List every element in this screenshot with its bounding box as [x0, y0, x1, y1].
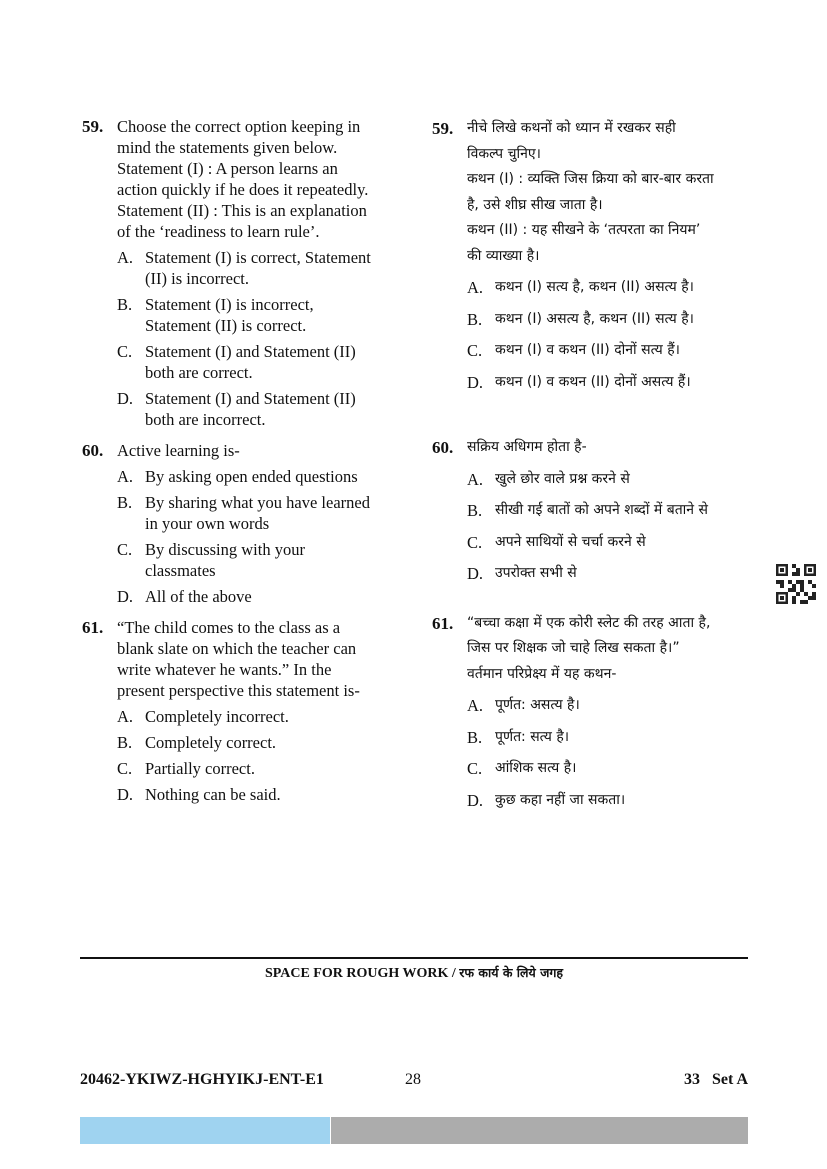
divider	[80, 957, 748, 959]
question-number: 61.	[432, 613, 454, 633]
question-number: 59.	[82, 117, 104, 136]
question-61-hi	[432, 611, 752, 814]
option-a: A. Completely incorrect.	[117, 707, 289, 726]
question-stem: “बच्चा कक्षा में एक कोरी स्लेट की तरह आता है, जिस पर शिक्षक जो चाहे लिख सकता है।” वर्तमान परिप्रेक्ष्य में यह कथन-	[467, 614, 711, 682]
option-c: C. कथन (I) व कथन (II) दोनों सत्य हैं।	[467, 341, 680, 360]
option-b: B. कथन (I) असत्य है, कथन (II) सत्य है।	[467, 309, 694, 329]
question-59-en	[82, 116, 402, 430]
hindi-column	[432, 116, 752, 813]
question-stem: Choose the correct option keeping in mind the statements given below. Statement (I) : A person learns an action quickly if he does it repeatedly. Statement (II) : This is an explanation of the ‘readiness to learn rule’.	[117, 117, 369, 241]
option-a: A. कथन (I) सत्य है, कथन (II) असत्य है।	[467, 278, 694, 297]
footer-bar-left	[80, 1117, 330, 1144]
set-label: 33 Set A	[684, 1071, 748, 1088]
option-c: C. By discussing with your classmates	[117, 540, 305, 580]
option-d: D. Nothing can be said.	[117, 785, 281, 804]
option-b: B. By sharing what you have learned in your own words	[117, 493, 370, 533]
option-b: B. पूर्णत: सत्य है।	[467, 727, 570, 747]
option-a: A. पूर्णत: असत्य है।	[467, 696, 580, 715]
option-c: C. Statement (I) and Statement (II) both are correct.	[117, 342, 356, 382]
question-stem: सक्रिय अधिगम होता है-	[467, 439, 587, 455]
question-number: 60.	[82, 441, 104, 460]
option-d: D. Statement (I) and Statement (II) both are incorrect.	[117, 389, 356, 429]
question-59-hi	[432, 116, 752, 395]
rough-work-heading: SPACE FOR ROUGH WORK / रफ कार्य के लिये जगह	[264, 965, 564, 981]
option-c: C. Partially correct.	[117, 759, 255, 778]
qr-code-icon	[776, 564, 816, 604]
question-stem: “The child comes to the class as a blank slate on which the teacher can write whatever he wants.” In the present perspective this statement is-	[117, 618, 360, 700]
option-a: A. By asking open ended questions	[117, 467, 358, 486]
option-d: D. कथन (I) व कथन (II) दोनों असत्य हैं।	[467, 372, 691, 392]
question-stem: नीचे लिखे कथनों को ध्यान में रखकर सही विकल्प चुनिए। कथन (I) : व्यक्ति जिस क्रिया को बार-बार करता है, उसे शीघ्र सीख जाता है। कथन (II) : यह सीखने के ‘तत्परता का नियम’ की व्याख्या है।	[467, 120, 714, 264]
question-number: 61.	[82, 618, 104, 637]
page-number: 28	[405, 1071, 421, 1088]
question-number: 60.	[432, 438, 454, 457]
option-c: C. आंशिक सत्य है।	[467, 759, 577, 778]
question-60-en	[82, 440, 402, 607]
option-b: B. Statement (I) is incorrect, Statement (II) is correct.	[117, 295, 314, 335]
question-61-en	[82, 617, 402, 805]
option-d: D. All of the above	[117, 587, 252, 606]
paper-code: 20462-YKIWZ-HGHYIKJ-ENT-E1	[80, 1071, 324, 1088]
option-a: A. Statement (I) is correct, Statement (II) is incorrect.	[117, 248, 371, 288]
option-d: D. उपरोक्त सभी से	[467, 564, 577, 583]
question-60-hi	[432, 435, 752, 587]
question-stem: Active learning is-	[117, 441, 240, 460]
option-b: B. सीखी गई बातों को अपने शब्दों में बताने से	[467, 501, 708, 520]
option-a: A. खुले छोर वाले प्रश्न करने से	[467, 469, 630, 489]
option-c: C. अपने साथियों से चर्चा करने से	[467, 532, 646, 552]
question-number: 59.	[432, 119, 454, 138]
footer-bar-right	[331, 1117, 748, 1144]
option-b: B. Completely correct.	[117, 733, 277, 752]
option-d: D. कुछ कहा नहीं जा सकता।	[467, 790, 626, 810]
english-column	[82, 116, 402, 805]
